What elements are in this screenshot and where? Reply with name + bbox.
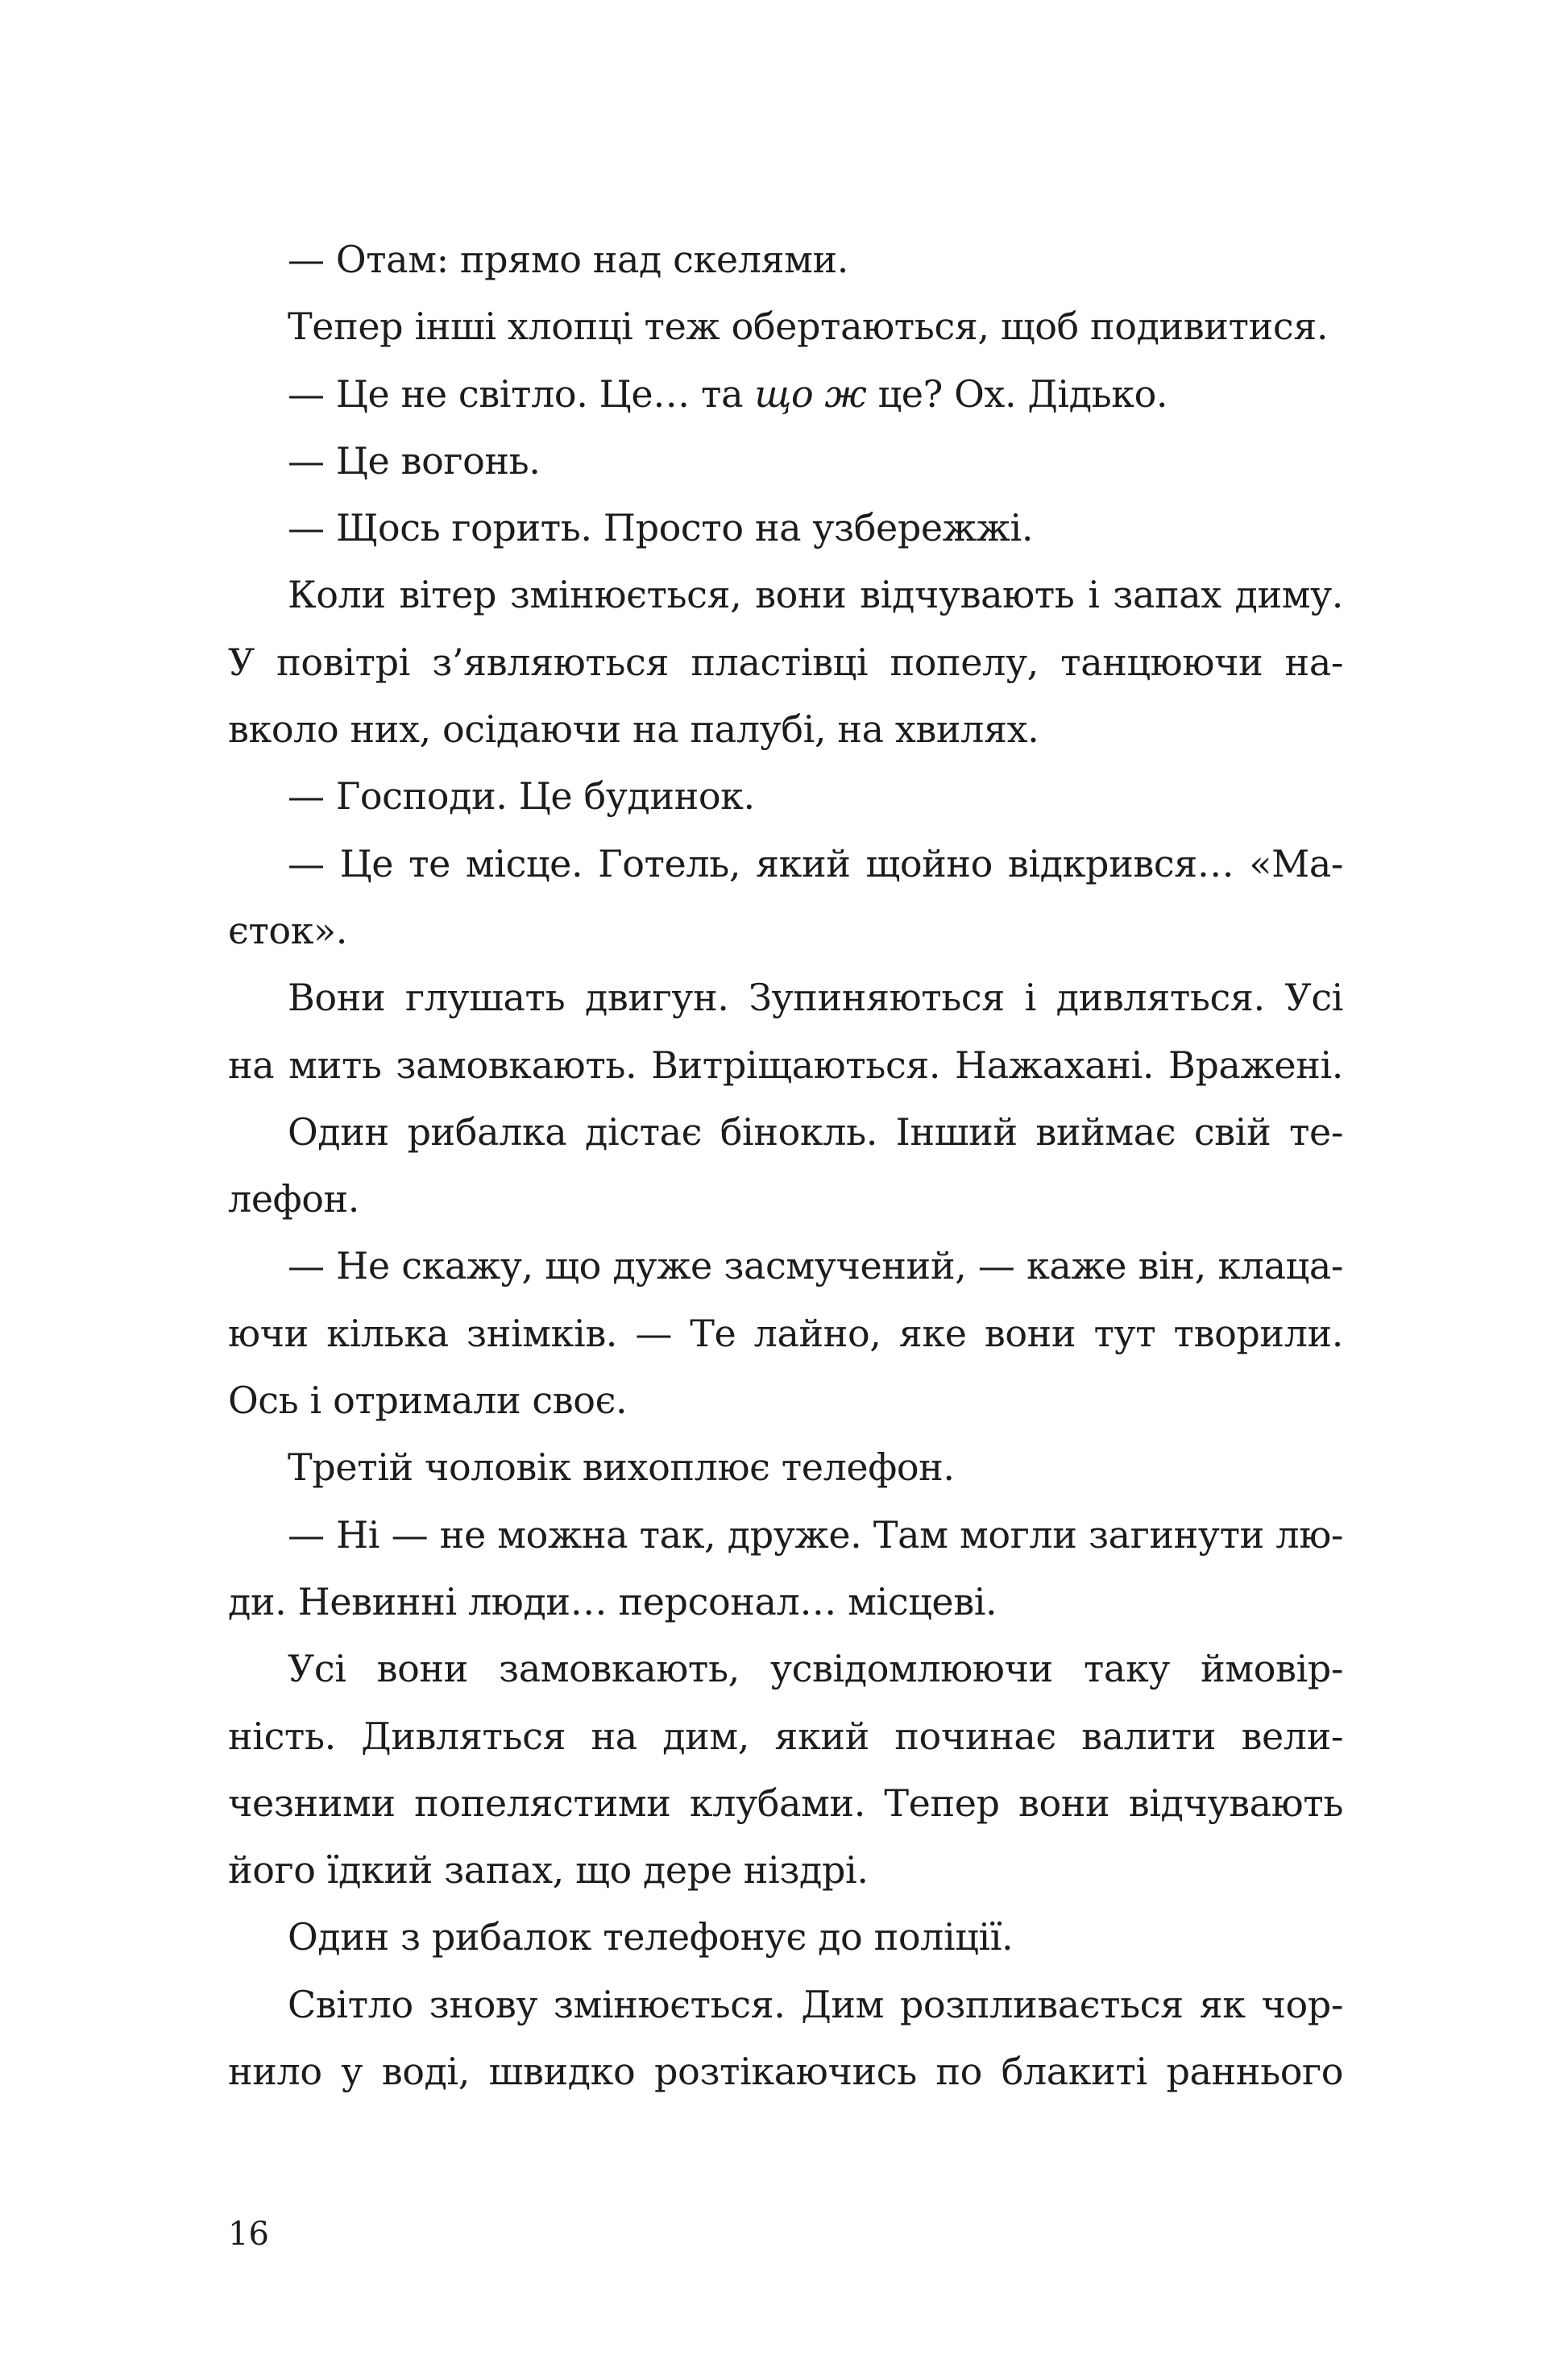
text-line: нило у воді, швидко розтікаючись по блакиті раннього (228, 2050, 1343, 2094)
italic-emphasis: що ж (754, 371, 867, 416)
text-line: Вони глушать двигун. Зупиняються і дивляться. Усі (288, 976, 1343, 1020)
text-line: У повітрі з’являються пластівці попелу, танцюючи на- (228, 640, 1343, 684)
text-line: чезними попелястими клубами. Тепер вони відчувають (228, 1781, 1343, 1825)
text-line: на мить замовкають. Витріщаються. Нажахані. Вражені. (228, 1043, 1343, 1087)
text-line: Коли вітер змінюється, вони відчувають і запах диму. (288, 573, 1343, 617)
text-line: — Не скажу, що дуже засмучений, — каже він, клаца- (288, 1244, 1343, 1288)
text-line: ність. Дивляться на дим, який починає валити вели- (228, 1714, 1343, 1758)
text-line: — Господи. Це будинок. (288, 774, 755, 819)
text-line: Світло знову змінюється. Дим розпливається як чор- (288, 1982, 1343, 2026)
text-line: Третій чоловік вихоплює телефон. (288, 1445, 955, 1490)
text-line: лефон. (228, 1177, 360, 1221)
text-line: ди. Невинні люди… персонал… місцеві. (228, 1579, 997, 1623)
text-line (228, 361, 1343, 428)
text-line: Усі вони замовкають, усвідомлюючи таку ймовір- (288, 1647, 1343, 1691)
text-line: єток». (228, 908, 348, 952)
page-number: 16 (228, 2216, 269, 2253)
text-line: — Це вогонь. (288, 438, 541, 483)
text-line: Один з рибалок телефонує до поліції. (288, 1915, 1014, 1959)
body-text (228, 226, 1343, 2105)
text-line: — Ні — не можна так, друже. Там могли загинути лю- (288, 1512, 1343, 1557)
text-line: ючи кілька знімків. — Те лайно, яке вони тут творили. (228, 1311, 1343, 1355)
text-line: — Отам: прямо над скелями. (288, 238, 848, 281)
text-line: вколо них, осідаючи на палубі, на хвилях. (228, 707, 1039, 752)
text-line: — Це те місце. Готель, який щойно відкрився… «Ма- (288, 841, 1343, 885)
text-line: Тепер інші хлопці теж обертаються, щоб подивитися. (288, 305, 1329, 349)
text-fragment: це? Ох. Дідько. (866, 371, 1168, 416)
text-fragment: — Це не світло. Це… та (288, 371, 755, 416)
text-line: Ось і отримали своє. (228, 1379, 628, 1423)
text-line: — Щось горить. Просто на узбережжі. (288, 506, 1034, 550)
text-line: Один рибалка дістає бінокль. Інший виймає свій те- (288, 1109, 1343, 1154)
text-line: його їдкий запах, що дере ніздрі. (228, 1848, 869, 1893)
